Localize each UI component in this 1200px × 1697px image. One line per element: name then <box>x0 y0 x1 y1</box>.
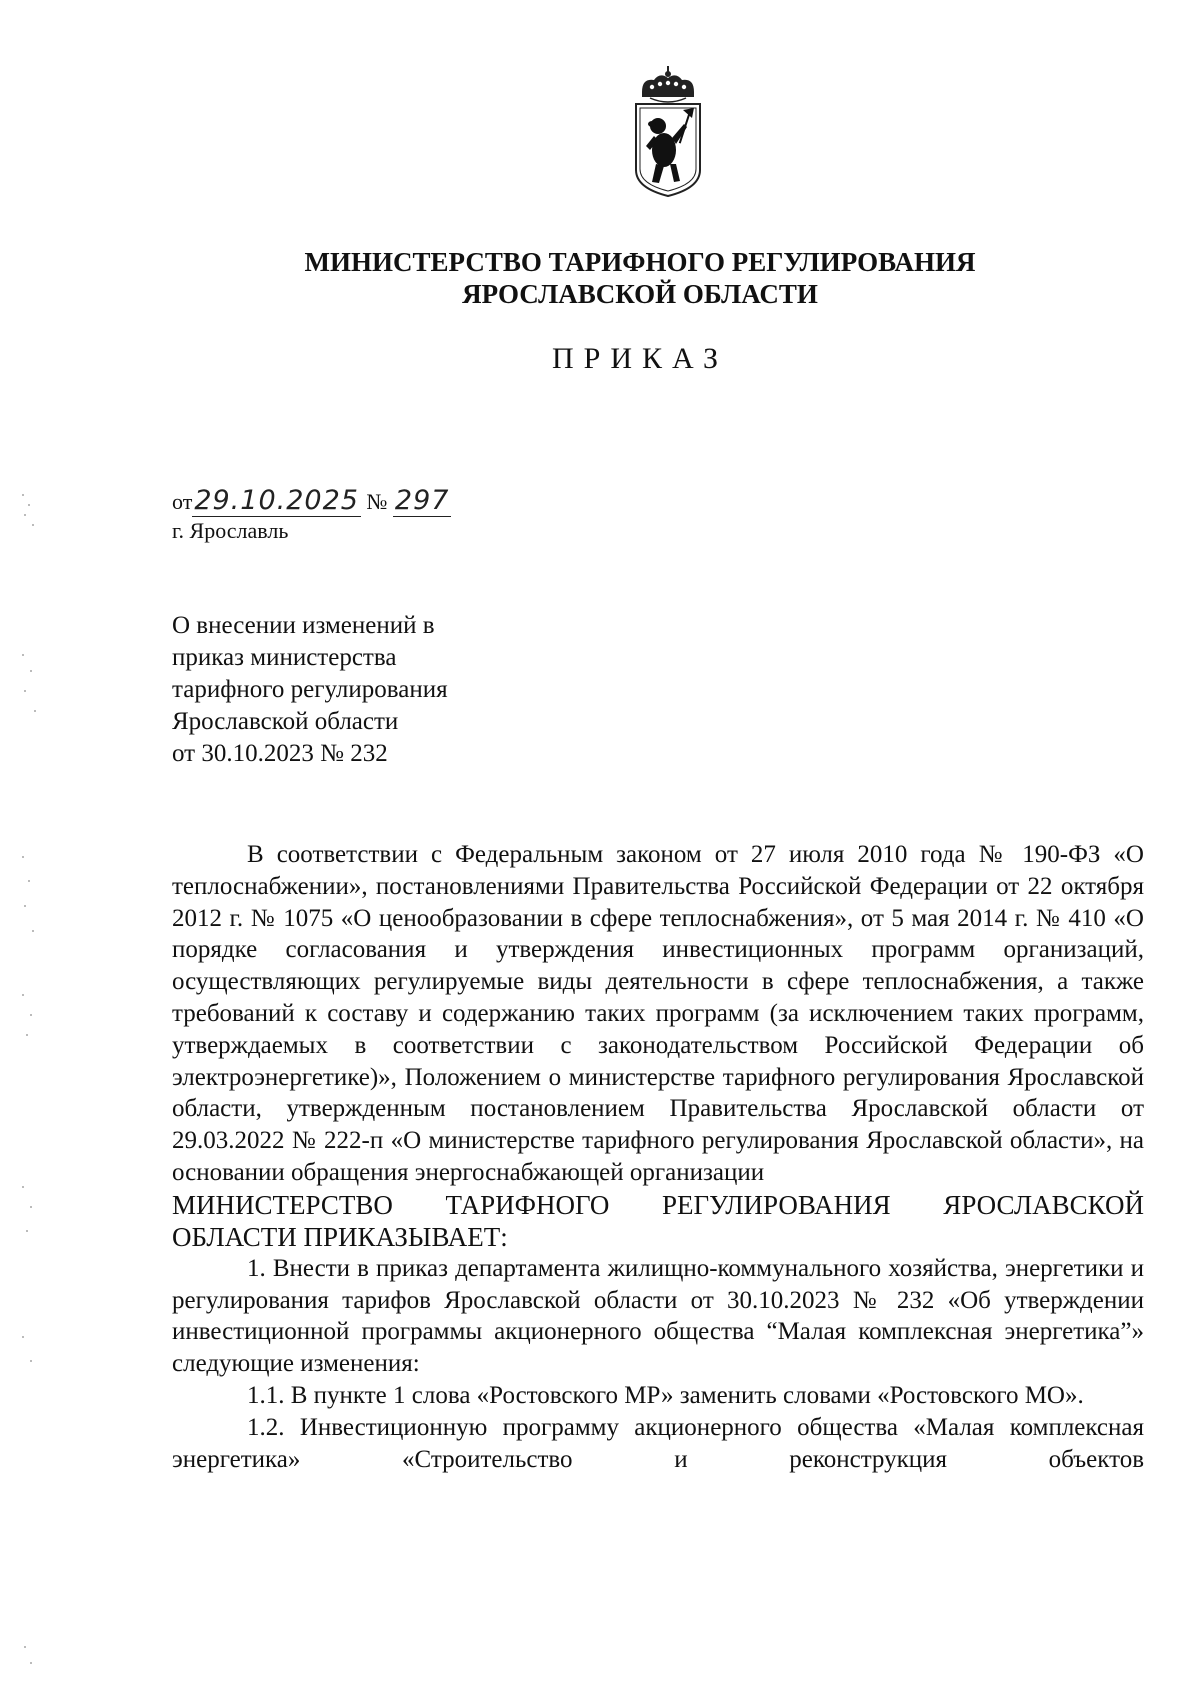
item-1-1: 1.1. В пункте 1 слова «Ростовского МР» заменить словами «Ростовского МО». <box>247 1381 1084 1409</box>
subject-line: Ярославской области <box>172 708 399 735</box>
preamble-paragraph: В соответствии с Федеральным законом от 27 июля 2010 года № 190-ФЗ «О теплоснабжении», постановлениями Правительства Российской Федерации от 22 октября 2012 г. № 1075 «О ценообразовании в сфере теплоснабжения», от 5 мая 2014 г. № 410 «О порядке согласования и утверждения инвестиционных программ организаций, осуществляющих регулируемые виды деятельности в сфере теплоснабжения, а также требований к составу и содержанию таких программ (за исключением таких программ, утверждаемых в соответствии с законодательством Российской Федерации об электроэнергетике)», Положением о министерстве тарифного регулирования Ярославской области, утвержденным постановлением Правительства Ярославской области от 29.03.2022 № 222-п «О министерстве тарифного регулирования Ярославской области», на основании обращения энергоснабжающей организации <box>172 841 1144 1186</box>
scan-noise <box>18 1640 58 1680</box>
coat-of-arms-icon <box>628 64 708 200</box>
subject-line: тарифного регулирования <box>172 676 448 703</box>
subject-line: от 30.10.2023 № 232 <box>172 740 388 767</box>
item-1: 1. Внести в приказ департамента жилищно-коммунального хозяйства, энергетики и регулирования тарифов Ярославской области от 30.10.2023 № 232 «Об утверждении инвестиционной программы акционерного общества “Малая комплексная энергетика”» следующие изменения: <box>172 1254 1144 1378</box>
subject-line: приказ министерства <box>172 644 397 671</box>
document-type: ПРИКАЗ <box>552 342 728 375</box>
handwritten-number: 297 <box>394 485 450 516</box>
ministry-title-line2: ЯРОСЛАВСКОЙ ОБЛАСТИ <box>462 279 818 309</box>
item-1-2: 1.2. Инвестиционную программу акционерного общества «Малая комплексная энергетика» «Строительство и реконструкция объектов <box>172 1413 1144 1473</box>
document-body <box>172 839 1144 1475</box>
date-number-line <box>172 486 451 517</box>
city: г. Ярославль <box>172 518 289 543</box>
ministry-title-line1: МИНИСТЕРСТВО ТАРИФНОГО РЕГУЛИРОВАНИЯ <box>304 247 976 277</box>
number-prefix: № <box>366 489 388 514</box>
subject-line: О внесении изменений в <box>172 612 435 639</box>
date-prefix: от <box>172 489 193 514</box>
scan-noise <box>18 650 58 730</box>
scan-noise <box>18 990 58 1050</box>
scan-noise <box>18 850 58 940</box>
decree-heading-line2: ОБЛАСТИ ПРИКАЗЫВАЕТ: <box>172 1221 508 1252</box>
scan-noise <box>18 490 58 550</box>
handwritten-date: 29.10.2025 <box>194 485 359 516</box>
scan-noise <box>18 1180 58 1250</box>
decree-heading-line1: МИНИСТЕРСТВО ТАРИФНОГО РЕГУЛИРОВАНИЯ ЯРОСЛАВСКОЙ <box>172 1189 1144 1220</box>
document-subject <box>172 610 532 770</box>
scan-noise <box>18 1330 58 1390</box>
